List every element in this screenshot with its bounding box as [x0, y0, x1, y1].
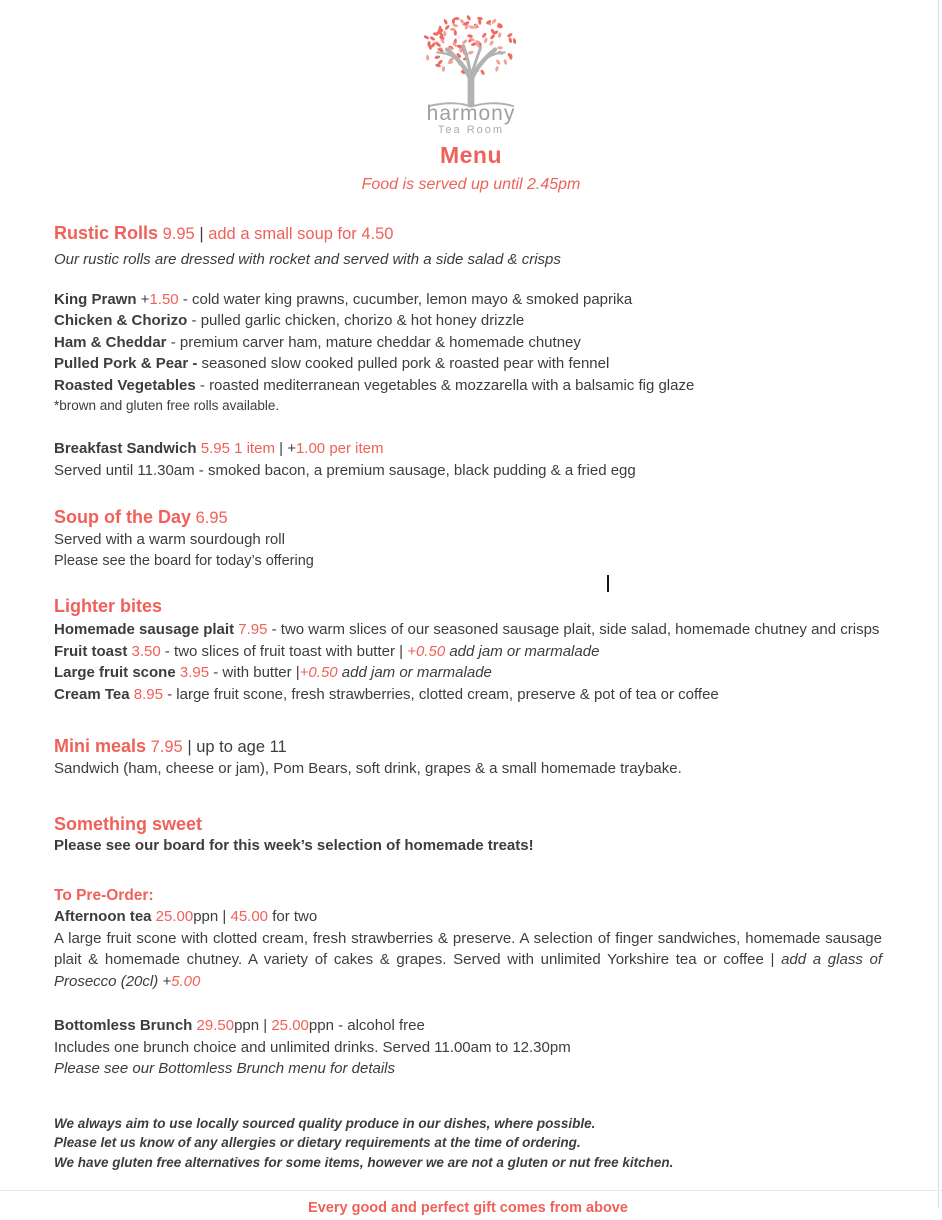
- page-bottom-border: [0, 1190, 942, 1191]
- item-extra-price: 1.00 per item: [295, 440, 384, 457]
- section-offer: add a small soup for 4.50: [208, 225, 394, 243]
- section-heading: Lighter bites: [54, 596, 163, 616]
- section-something-sweet: [54, 813, 882, 857]
- prosecco-offer: add a glass of Prosecco (20cl) +: [54, 951, 882, 990]
- section-heading: Rustic Rolls: [54, 223, 159, 243]
- section-rustic-rolls: [54, 222, 882, 416]
- text-cursor: [607, 575, 609, 592]
- menu-item: [54, 619, 882, 641]
- item-desc: seasoned slow cooked pulled pork & roasted pear with fennel: [197, 355, 610, 372]
- prosecco-price: 5.00: [171, 972, 201, 990]
- footer-note: We always aim to use locally sourced quality produce in our dishes, where possible.: [54, 1115, 596, 1131]
- menu-item: [54, 310, 882, 332]
- section-price: 9.95: [158, 225, 200, 243]
- item-name: Fruit toast: [54, 642, 128, 660]
- item-desc: - pulled garlic chicken, chorizo & hot honey drizzle: [187, 312, 525, 329]
- item-name: Breakfast Sandwich: [54, 440, 197, 457]
- item-name: Afternoon tea: [54, 908, 152, 925]
- item-price-two: 45.00: [230, 908, 269, 925]
- section-price: 6.95: [191, 509, 228, 527]
- soup-board-note: Please see the board for today’s offering: [54, 552, 314, 569]
- age-note: | up to age 11: [187, 738, 287, 756]
- tree-trunk: [429, 46, 513, 106]
- item-desc: - two slices of fruit toast with butter |: [160, 642, 408, 660]
- item-extra-desc: add jam or marmalade: [337, 664, 492, 681]
- gluten-free-note: *brown and gluten free rolls available.: [54, 398, 280, 413]
- item-desc: - cold water king prawns, cucumber, lemon mayo & smoked paprika: [178, 290, 633, 308]
- section-description: Our rustic rolls are dressed with rocket and served with a side salad & crisps: [54, 251, 561, 268]
- item-price: 3.95: [175, 664, 210, 681]
- item-plus: +: [287, 440, 296, 457]
- soup-desc: Served with a warm sourdough roll: [54, 531, 285, 548]
- item-name: Homemade sausage plait: [54, 621, 235, 638]
- item-name: Cream Tea: [54, 685, 130, 703]
- menu-item: [54, 684, 882, 706]
- item-name: Roasted Vegetables: [54, 376, 196, 394]
- separator: ppn |: [234, 1017, 272, 1034]
- section-breakfast-sandwich: [54, 438, 882, 481]
- section-lighter-bites: [54, 595, 882, 705]
- item-desc: - premium carver ham, mature cheddar & homemade chutney: [166, 333, 581, 351]
- item-plus: +: [136, 290, 150, 308]
- item-desc: Served until 11.30am - smoked bacon, a premium sausage, black pudding & a fried egg: [54, 461, 636, 479]
- menu-item: [54, 332, 882, 354]
- section-heading: To Pre-Order:: [54, 887, 154, 904]
- item-price-two: 25.00: [271, 1017, 309, 1034]
- item-desc: - two warm slices of our seasoned sausage plait, side salad, homemade chutney and crisps: [267, 621, 880, 638]
- separator: |: [279, 440, 288, 457]
- menu-item: [54, 289, 882, 311]
- item-desc: - with butter |: [209, 664, 300, 681]
- item-price: 5.95 1 item: [196, 440, 280, 457]
- page-title: Menu: [439, 142, 503, 168]
- section-bottomless-brunch: [54, 1015, 882, 1080]
- tree-logo-icon: [412, 14, 530, 110]
- menu-item: [54, 438, 882, 460]
- section-mini-meals: [54, 735, 882, 780]
- footer-note: We have gluten free alternatives for some items, however we are not a gluten or nut free kitchen.: [54, 1154, 674, 1170]
- item-price: 7.95: [234, 621, 268, 638]
- footer-note: Please let us know of any allergies or dietary requirements at the time of ordering.: [54, 1135, 581, 1150]
- brand-name: harmony: [426, 102, 516, 125]
- separator: ppn |: [193, 908, 231, 925]
- item-name: Bottomless Brunch: [54, 1017, 193, 1034]
- item-name: King Prawn: [54, 290, 137, 308]
- item-name: Pulled Pork & Pear -: [54, 355, 198, 372]
- item-desc: - large fruit scone, fresh strawberries, clotted cream, preserve & pot of tea or coffee: [162, 685, 719, 703]
- menu-item: [54, 1015, 882, 1037]
- para-text: A large fruit scone with clotted cream, fresh strawberries & preserve. A selection of finger sandwiches, homemade sausage plait & homemade chutney. A variety of cakes & grapes. Served with unlimited Yorkshire tea or coffee |: [54, 929, 882, 968]
- afternoon-tea-description: [54, 928, 882, 993]
- section-to-pre-order: [54, 885, 882, 992]
- item-name: Large fruit scone: [54, 664, 176, 681]
- sweet-board-note: Please see our board for this week’s selection of homemade treats!: [54, 836, 534, 854]
- item-extra-price: +0.50: [407, 642, 446, 660]
- header: [0, 0, 942, 195]
- page-right-border: [938, 0, 939, 1208]
- item-price: 29.50: [192, 1017, 235, 1034]
- menu-item: [54, 353, 882, 375]
- menu-item: [54, 662, 882, 684]
- item-extra-desc: add jam or marmalade: [445, 642, 600, 660]
- item-price: 3.50: [127, 642, 161, 660]
- rustic-items: [54, 289, 882, 417]
- item-price: 25.00: [151, 908, 194, 925]
- section-heading-line: [54, 506, 882, 529]
- item-tail: ppn - alcohol free: [308, 1017, 425, 1034]
- item-name: Ham & Cheddar: [54, 333, 167, 351]
- section-heading-line: [54, 222, 882, 245]
- menu-item: [54, 641, 882, 663]
- item-tail: for two: [268, 908, 318, 925]
- item-desc: Sandwich (ham, cheese or jam), Pom Bears, soft drink, grapes & a small homemade traybake.: [54, 760, 682, 777]
- menu-item: [54, 906, 882, 928]
- section-heading: Soup of the Day: [54, 507, 192, 527]
- section-soup-of-the-day: [54, 506, 882, 572]
- section-heading: Something sweet: [54, 813, 203, 834]
- menu-item: [54, 375, 882, 397]
- brand-subtitle: Tea Room: [437, 124, 505, 136]
- footer-notes: [54, 1114, 882, 1173]
- item-extra-price: +0.50: [299, 664, 338, 681]
- item-name: Chicken & Chorizo: [54, 312, 188, 329]
- serving-time-tagline: Food is served up until 2.45pm: [361, 176, 581, 193]
- section-heading-line: [54, 735, 882, 758]
- item-desc: - roasted mediterranean vegetables & mozzarella with a balsamic fig glaze: [195, 376, 695, 394]
- separator: |: [199, 225, 209, 243]
- brunch-desc: Includes one brunch choice and unlimited drinks. Served 11.00am to 12.30pm: [54, 1038, 571, 1056]
- menu-content: [54, 222, 882, 1220]
- lighter-items: [54, 619, 882, 705]
- item-price: 8.95: [129, 685, 163, 703]
- brunch-menu-note: Please see our Bottomless Brunch menu for details: [54, 1060, 396, 1077]
- item-price: 1.50: [149, 290, 179, 308]
- section-price: 7.95: [146, 738, 188, 756]
- section-heading: Mini meals: [54, 736, 147, 756]
- scripture-tagline: Every good and perfect gift comes from above: [308, 1200, 628, 1216]
